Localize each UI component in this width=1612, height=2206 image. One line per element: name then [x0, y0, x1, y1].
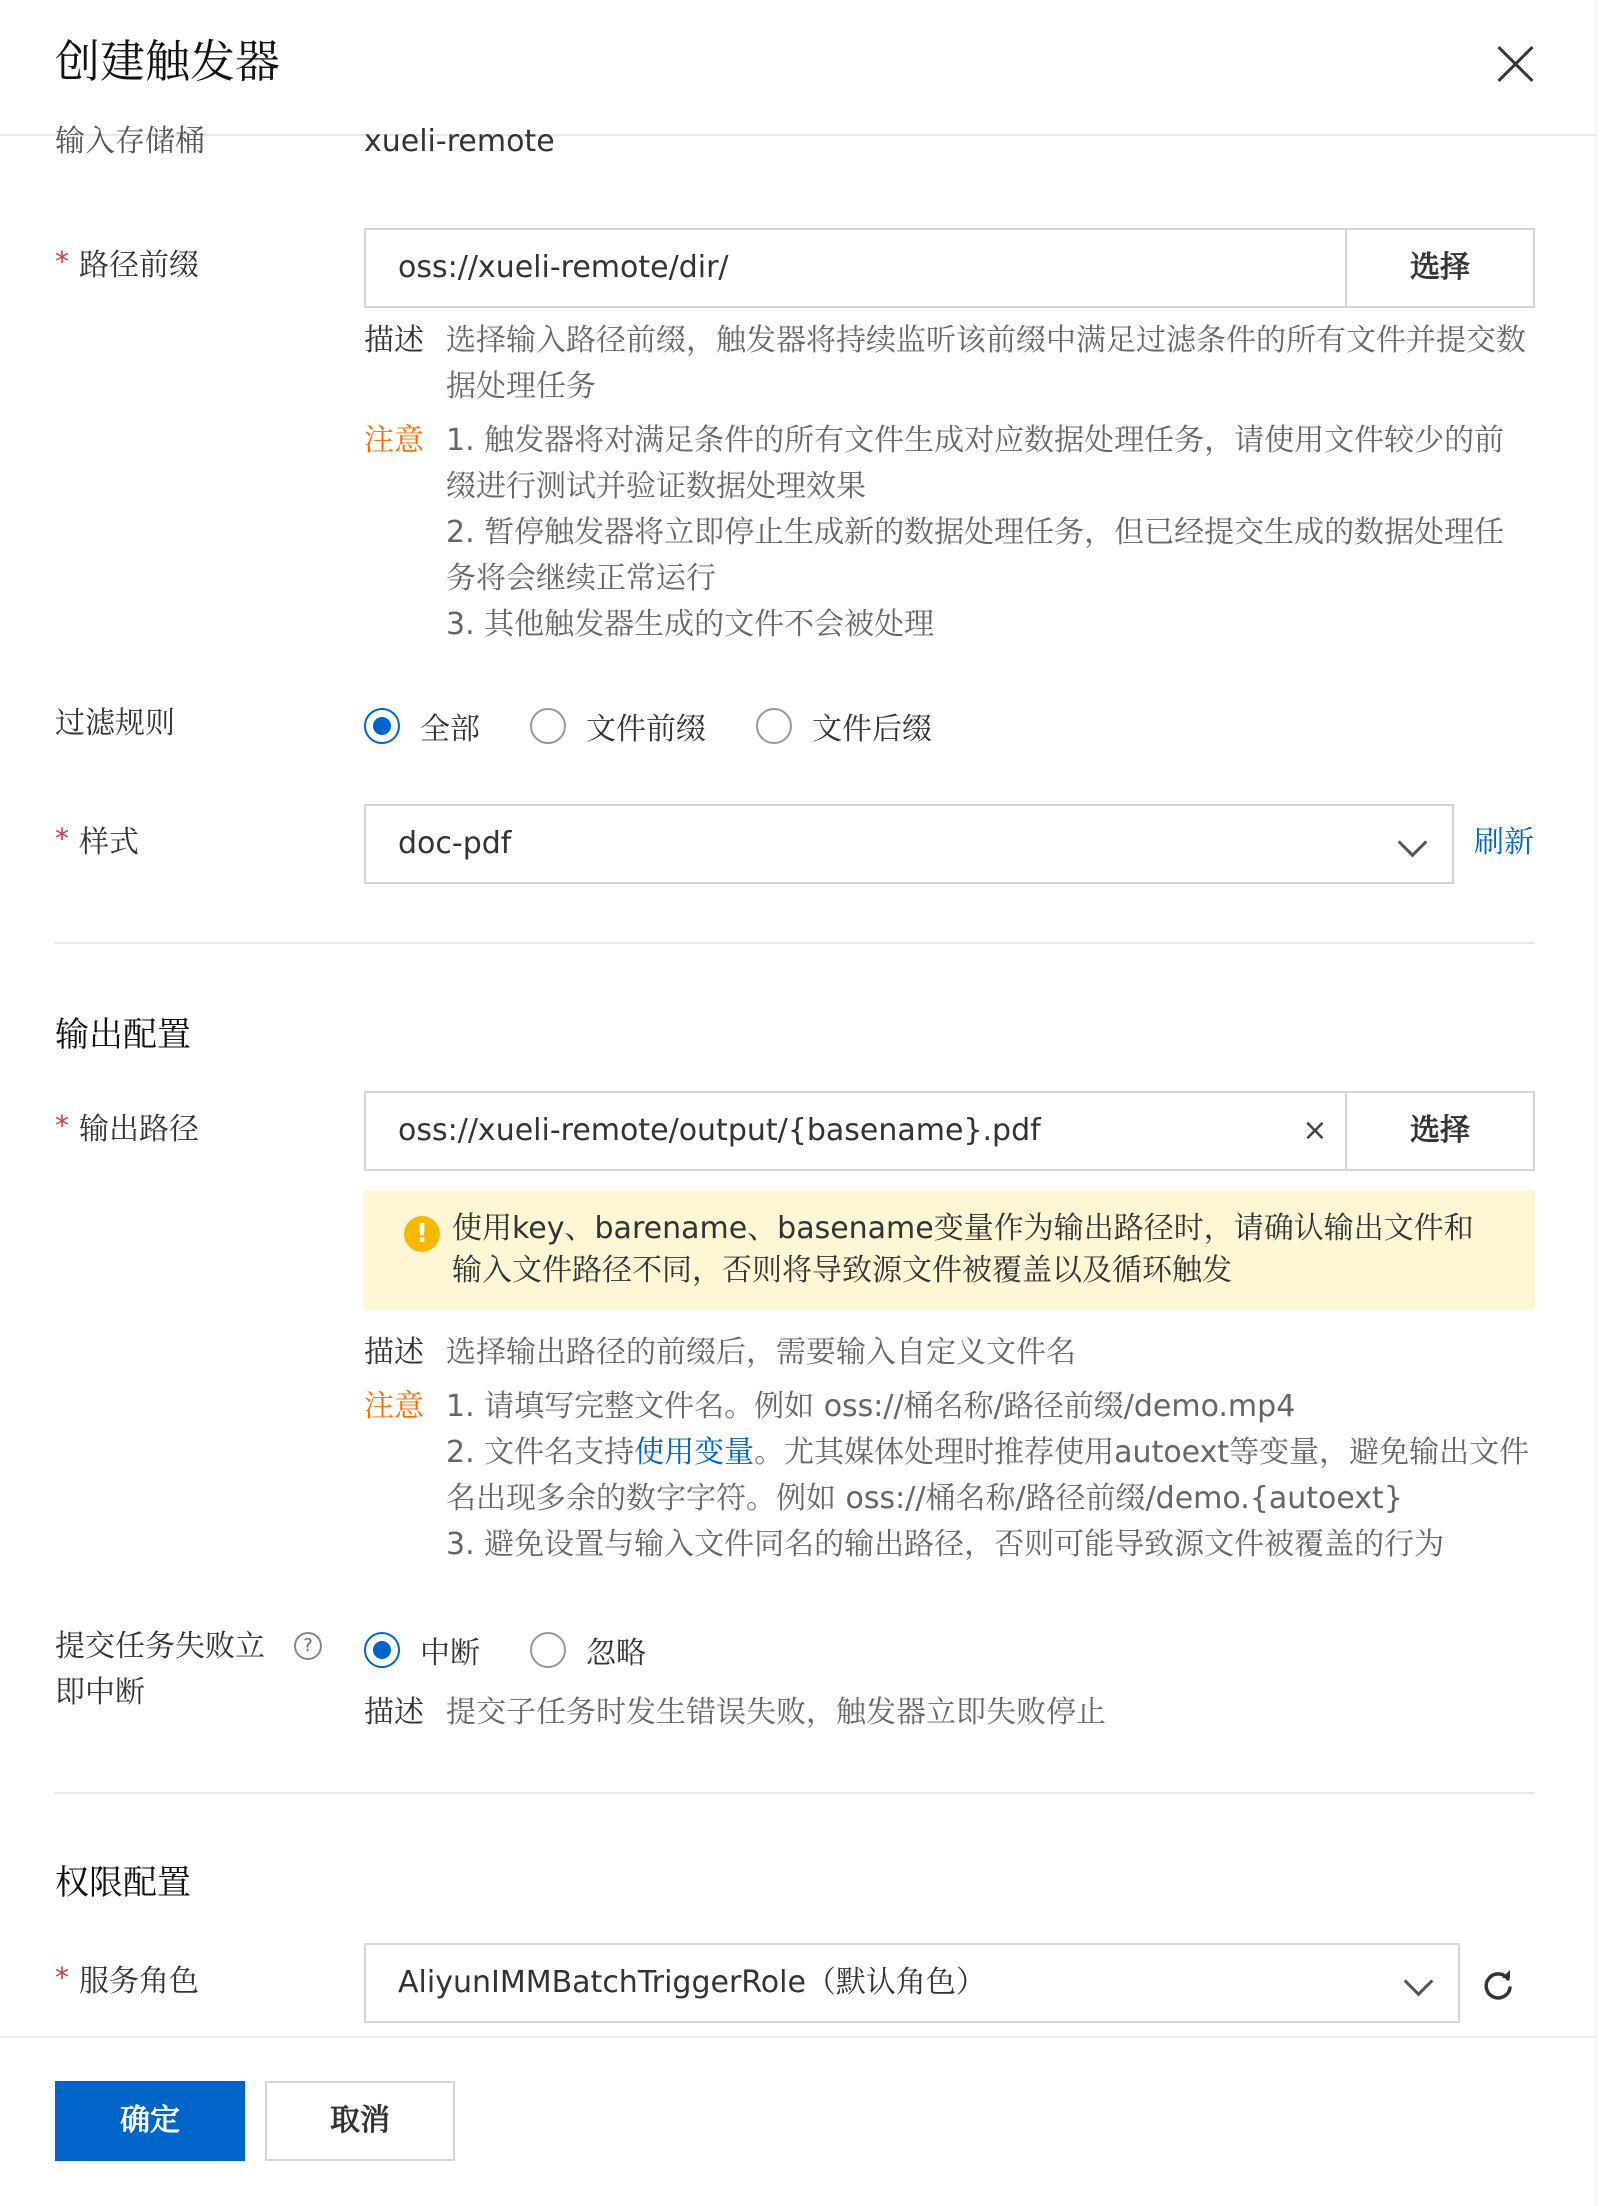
path-prefix-label-text: 路径前缀 — [79, 248, 199, 283]
radio-checked-icon — [364, 708, 400, 744]
fail-policy-description — [364, 1690, 1534, 1736]
close-icon[interactable] — [1494, 42, 1538, 86]
radio-unchecked-icon — [530, 708, 566, 744]
clear-icon[interactable]: × — [1302, 1113, 1328, 1148]
required-mark: * — [55, 245, 69, 278]
output-path-description — [364, 1330, 1534, 1376]
radio-unchecked-icon — [530, 1632, 566, 1668]
chevron-down-icon[interactable] — [1388, 1945, 1458, 2021]
style-refresh-link[interactable]: 刷新 — [1474, 825, 1534, 860]
radio-checked-icon — [364, 1632, 400, 1668]
output-path-label-text: 输出路径 — [79, 1112, 199, 1147]
note-tag: 注意 — [364, 1389, 424, 1424]
path-prefix-input[interactable]: oss://xueli-remote/dir/ — [398, 250, 729, 285]
style-select-value: doc-pdf — [398, 826, 512, 861]
required-mark: * — [55, 822, 69, 855]
warning-icon: ! — [404, 1216, 440, 1252]
required-mark: * — [55, 1109, 69, 1142]
description-tag: 描述 — [364, 1335, 424, 1370]
confirm-button[interactable]: 确定 — [55, 2081, 245, 2161]
service-role-value: AliyunIMMBatchTriggerRole（默认角色） — [398, 1965, 986, 2000]
warning-message: 使用key、barename、basename变量作为输出路径时，请确认输出文件和输入文件路径不同，否则将导致源文件被覆盖以及循环触发 — [452, 1211, 1474, 1288]
permission-config-title: 权限配置 — [55, 1863, 191, 1903]
filter-rule-option-suffix[interactable]: 文件后缀 — [756, 704, 932, 748]
chevron-down-icon[interactable] — [1382, 806, 1452, 882]
output-path-notes — [364, 1384, 1534, 1568]
path-prefix-select-button[interactable]: 选择 — [1345, 230, 1533, 306]
filter-rule-option-all[interactable]: 全部 — [364, 704, 480, 748]
reload-icon[interactable] — [1480, 1968, 1516, 2004]
output-path-warning-alert — [364, 1190, 1535, 1310]
path-prefix-notes — [364, 418, 1534, 648]
style-select[interactable] — [364, 804, 1454, 884]
path-prefix-note-3: 3. 其他触发器生成的文件不会被处理 — [446, 607, 935, 642]
use-variables-link[interactable]: 使用变量 — [634, 1435, 755, 1470]
dialog-title: 创建触发器 — [55, 35, 281, 88]
path-prefix-description — [364, 318, 1534, 410]
output-path-note-3: 3. 避免设置与输入文件同名的输出路径，否则可能导致源文件被覆盖的行为 — [446, 1527, 1445, 1562]
radio-unchecked-icon — [756, 708, 792, 744]
fail-policy-option-interrupt[interactable]: 中断 — [364, 1628, 480, 1672]
output-path-label — [55, 1110, 199, 1150]
output-path-field — [364, 1091, 1535, 1171]
cancel-button[interactable]: 取消 — [265, 2081, 455, 2161]
filter-rule-option-prefix[interactable]: 文件前缀 — [530, 704, 706, 748]
service-role-label-text: 服务角色 — [79, 1964, 199, 1999]
description-tag: 描述 — [364, 1695, 424, 1730]
path-prefix-desc-text: 选择输入路径前缀，触发器将持续监听该前缀中满足过滤条件的所有文件并提交数据处理任务 — [446, 323, 1526, 404]
path-prefix-label — [55, 246, 199, 286]
input-bucket-label: 输入存储桶 — [55, 124, 205, 159]
service-role-label — [55, 1962, 199, 2002]
input-bucket-value: xueli-remote — [364, 124, 555, 159]
section-divider — [55, 1792, 1535, 1794]
output-config-title: 输出配置 — [55, 1015, 191, 1055]
fail-policy-label: 提交任务失败立 即中断 — [55, 1629, 265, 1710]
output-path-note-2: 2. 文件名支持使用变量。尤其媒体处理时推荐使用autoext等变量，避免输出文件名出现多余的数字字符。例如 oss://桶名称/路径前缀/demo.{autoext} — [446, 1435, 1530, 1516]
path-prefix-field — [364, 228, 1535, 308]
fail-policy-desc-text: 提交子任务时发生错误失败，触发器立即失败停止 — [446, 1695, 1106, 1730]
path-prefix-note-1: 1. 触发器将对满足条件的所有文件生成对应数据处理任务，请使用文件较少的前缀进行测试并验证数据处理效果 — [446, 423, 1505, 504]
scrollbar-track[interactable] — [1596, 0, 1612, 2206]
description-tag: 描述 — [364, 323, 424, 358]
output-path-input[interactable]: oss://xueli-remote/output/{basename}.pdf — [398, 1113, 1041, 1148]
output-path-select-button[interactable]: 选择 — [1345, 1093, 1533, 1169]
note-tag: 注意 — [364, 423, 424, 458]
required-mark: * — [55, 1961, 69, 1994]
dialog-header — [0, 0, 1596, 136]
service-role-select[interactable] — [364, 1943, 1460, 2023]
output-path-note-1: 1. 请填写完整文件名。例如 oss://桶名称/路径前缀/demo.mp4 — [446, 1389, 1296, 1424]
output-path-desc-text: 选择输出路径的前缀后，需要输入自定义文件名 — [446, 1335, 1076, 1370]
style-label-text: 样式 — [79, 825, 139, 860]
filter-rule-label: 过滤规则 — [55, 706, 175, 741]
style-label — [55, 823, 139, 863]
section-divider — [55, 942, 1535, 944]
footer-divider — [0, 2036, 1596, 2038]
help-icon[interactable]: ? — [294, 1632, 322, 1660]
filter-rule-radio-group — [364, 704, 982, 748]
path-prefix-note-2: 2. 暂停触发器将立即停止生成新的数据处理任务，但已经提交生成的数据处理任务将会继续正常运行 — [446, 515, 1505, 596]
fail-policy-radio-group — [364, 1628, 696, 1672]
fail-policy-option-ignore[interactable]: 忽略 — [530, 1628, 646, 1672]
